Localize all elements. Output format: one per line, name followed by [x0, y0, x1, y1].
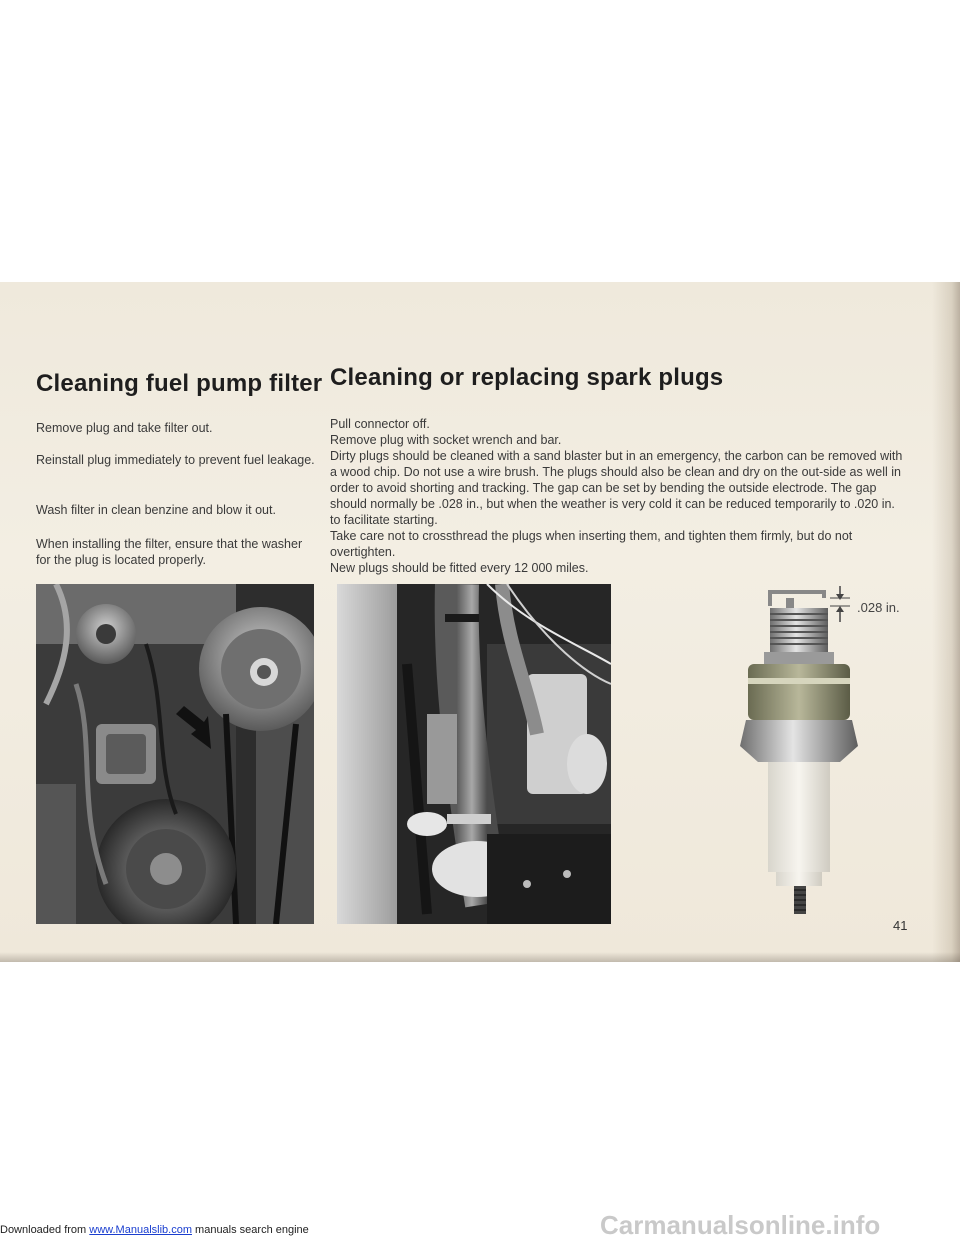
spark-plug-removal-illustration	[337, 584, 611, 924]
spark-plug-removal-photo	[337, 584, 611, 924]
page-number: 41	[893, 918, 908, 933]
spark-plugs-line-4: Take care not to crossthread the plugs when inserting them, and tighten them firmly, but do not overtighten.	[330, 529, 853, 559]
footer-suffix: manuals search engine	[191, 1224, 309, 1236]
watermark-text: Carmanualsonline.info	[600, 1210, 881, 1240]
fuel-filter-step-4: When installing the filter, ensure that the washer for the plug is located properly.	[36, 537, 303, 567]
spark-plugs-heading: Cleaning or replacing spark plugs	[330, 364, 724, 391]
fuel-pump-photo-illustration	[36, 584, 314, 924]
spark-plugs-line-3: Dirty plugs should be cleaned with a sand blaster but in an emergency, the carbon can be removed with a wood chip. Do not use a wire brush. The plugs should also be clean and dry on the out-side as well in order to avoid shorting and tracking. The gap can be set by bending the outside electrode. The gap should normally be .028 in., but when the weather is very cold it can be reduced temporarily to .020 in. to facilitate starting.	[330, 449, 903, 527]
fuel-filter-step-3: Wash filter in clean benzine and blow it out.	[36, 503, 276, 517]
manual-page	[0, 282, 960, 962]
gap-dimension-label: .028 in.	[857, 600, 900, 615]
fuel-filter-heading: Cleaning fuel pump filter	[36, 370, 323, 397]
manualslib-link[interactable]: www.Manualslib.com	[89, 1224, 192, 1236]
download-footer	[0, 1224, 309, 1236]
fuel-filter-step-1: Remove plug and take filter out.	[36, 421, 213, 435]
spark-plug-diagram	[730, 586, 870, 916]
spark-plugs-line-5: New plugs should be fitted every 12 000 miles.	[330, 561, 589, 575]
spark-plugs-text	[330, 416, 905, 576]
footer-prefix: Downloaded from	[0, 1224, 90, 1236]
page-edge-shadow	[932, 282, 960, 962]
fuel-pump-photo	[36, 584, 314, 924]
page-bottom-shadow	[0, 952, 960, 962]
spark-plugs-line-1: Pull connector off.	[330, 417, 430, 431]
spark-plugs-line-2: Remove plug with socket wrench and bar.	[330, 433, 562, 447]
fuel-filter-step-2: Reinstall plug immediately to prevent fuel leakage.	[36, 453, 315, 467]
